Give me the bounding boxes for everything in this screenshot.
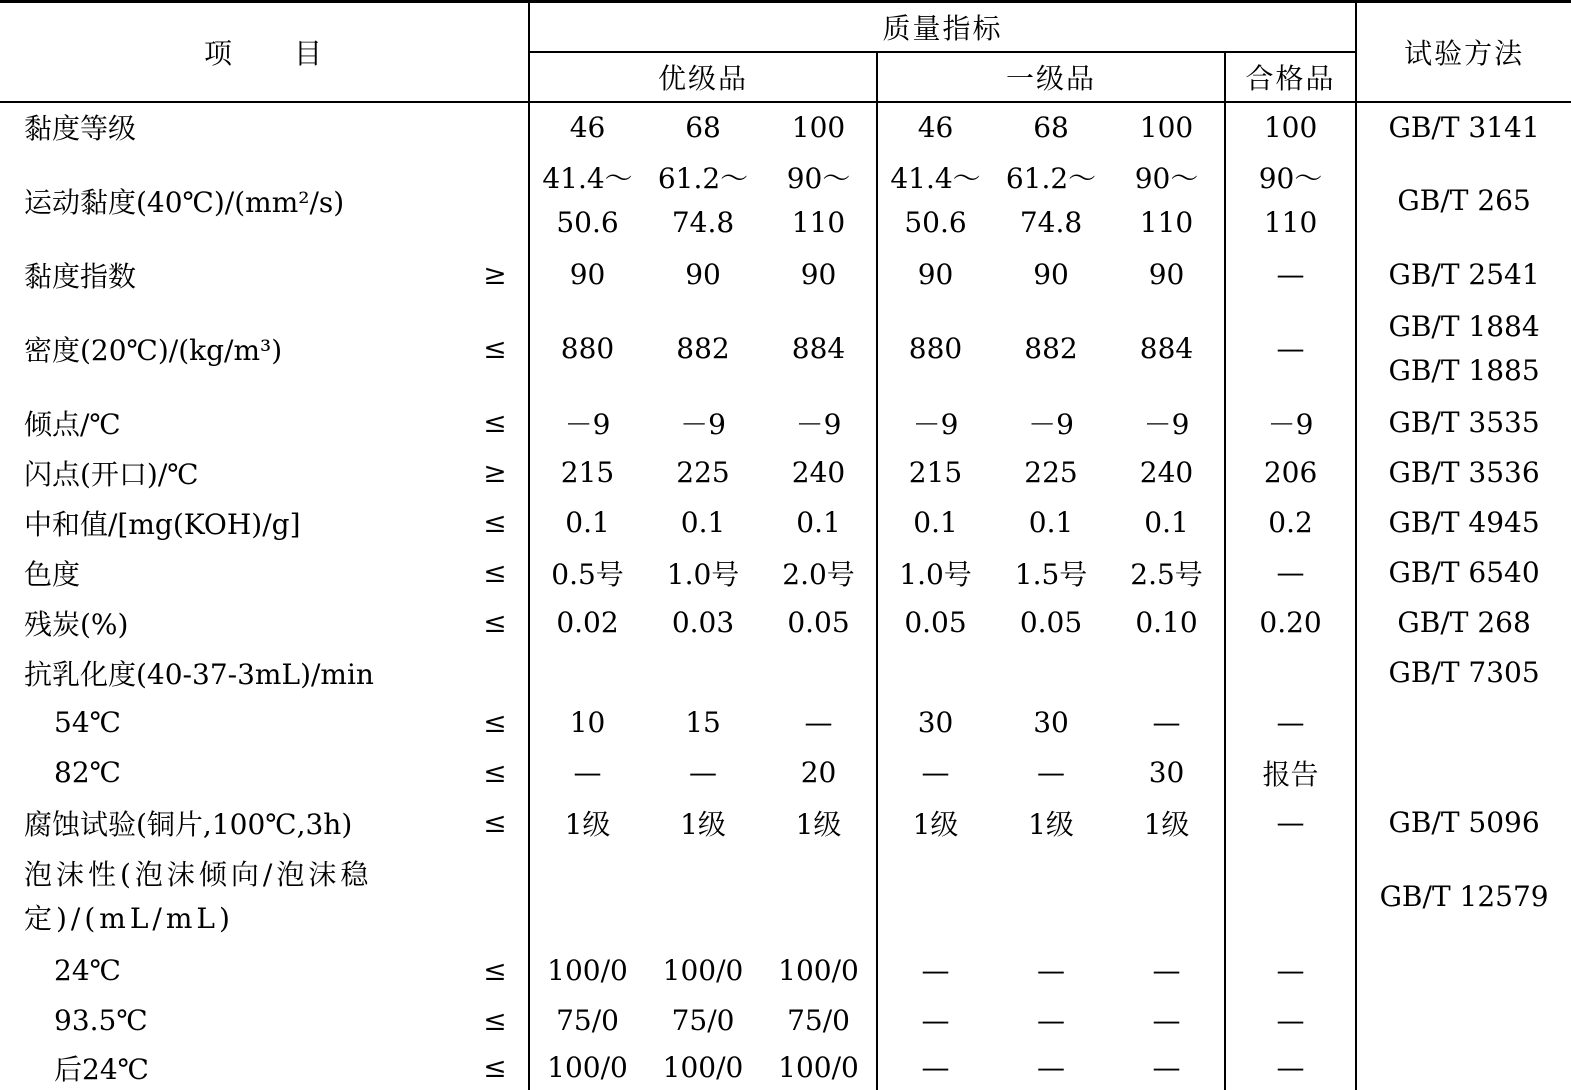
table-row [0, 698, 1571, 748]
cell-value: 90 [569, 258, 606, 291]
row-symbol: ≤ [462, 698, 529, 748]
cell-value-range-end: 110 [1263, 205, 1318, 239]
cell-value [1109, 648, 1225, 698]
header-quality-index: 质量指标 [529, 2, 1356, 52]
cell-value [529, 152, 645, 250]
cell-value: －9 [1225, 398, 1356, 448]
cell-value: 215 [908, 456, 963, 489]
cell-method [1356, 748, 1571, 798]
row-item-name: 运动黏度(40℃)/(mm²/s) [24, 185, 345, 219]
cell-value: 240 [761, 448, 877, 498]
cell-value: — [1037, 756, 1066, 789]
cell-value: — [1037, 954, 1066, 987]
cell-value: 0.10 [1109, 598, 1225, 648]
cell-value [529, 648, 645, 698]
table-row [0, 848, 1571, 946]
cell-method: GB/T 4945 [1388, 506, 1540, 539]
cell-value: 100/0 [761, 1046, 877, 1090]
cell-value: 0.2 [1225, 498, 1356, 548]
cell-method: GB/T 5096 [1388, 806, 1540, 839]
cell-value: 报告 [1225, 748, 1356, 798]
cell-value: 90 [685, 258, 721, 291]
cell-value [993, 848, 1109, 946]
table-row [0, 548, 1571, 598]
cell-value: －9 [761, 398, 877, 448]
row-symbol: ≤ [462, 1046, 529, 1090]
cell-value: 880 [560, 332, 615, 365]
cell-value: — [1225, 300, 1356, 398]
cell-value: — [921, 1004, 950, 1037]
cell-value: 1级 [680, 807, 726, 841]
cell-value [645, 648, 761, 698]
row-symbol [462, 648, 529, 698]
cell-value: 46 [917, 110, 954, 144]
cell-value: 10 [569, 706, 606, 739]
cell-value: 225 [676, 456, 730, 489]
row-item-name: 82℃ [54, 756, 121, 789]
row-symbol: ≥ [462, 250, 529, 300]
row-symbol [462, 102, 529, 152]
table-row [0, 946, 1571, 996]
cell-value: 68 [685, 110, 721, 144]
cell-value: — [1225, 946, 1356, 996]
cell-value: — [761, 698, 877, 748]
header-item: 项 目 [0, 2, 529, 102]
cell-value: －9 [680, 407, 726, 441]
table-row [0, 798, 1571, 848]
cell-value: 90 [1109, 250, 1225, 300]
cell-value: 30 [1109, 748, 1225, 798]
cell-value-range-end: 110 [1139, 205, 1194, 239]
row-symbol: ≤ [462, 946, 529, 996]
cell-value: 90 [761, 250, 877, 300]
row-symbol: ≤ [462, 300, 529, 398]
cell-value: 206 [1225, 448, 1356, 498]
row-item-name: 残炭(%) [24, 607, 129, 641]
row-symbol [462, 152, 529, 250]
table-row [0, 996, 1571, 1046]
cell-value: — [1225, 698, 1356, 748]
cell-value [1109, 848, 1225, 946]
cell-value: 30 [1033, 706, 1069, 739]
cell-value: 0.1 [680, 506, 726, 539]
cell-value: 0.05 [761, 598, 877, 648]
cell-value: — [1037, 1051, 1066, 1084]
cell-value: 30 [917, 706, 954, 739]
cell-value: 240 [1109, 448, 1225, 498]
cell-method [1356, 698, 1571, 748]
row-item-name: 24℃ [54, 954, 121, 987]
cell-value: — [1109, 946, 1225, 996]
cell-value: 0.1 [1109, 498, 1225, 548]
row-item-name: 泡沫性(泡沫倾向/泡沫稳定)/(mL/mL) [24, 857, 373, 935]
table-row [0, 648, 1571, 698]
cell-value: 68 [1033, 110, 1069, 144]
cell-value-range-start: 41.4～ [890, 161, 981, 195]
cell-value-range-start: 90～ [1134, 161, 1199, 195]
row-item-name: 抗乳化度(40-37-3mL)/min [24, 657, 374, 691]
cell-method [1356, 946, 1571, 996]
cell-value: －9 [1109, 398, 1225, 448]
cell-value: — [921, 1051, 950, 1084]
cell-value: 90 [917, 258, 954, 291]
row-item-name: 黏度指数 [24, 259, 137, 293]
cell-value: 75/0 [761, 996, 877, 1046]
cell-value [993, 152, 1109, 250]
cell-value: 884 [761, 300, 877, 398]
cell-value [1225, 848, 1356, 946]
cell-value: — [573, 756, 602, 789]
cell-value [761, 848, 877, 946]
header-grade-first: 一级品 [877, 52, 1225, 102]
row-item-name: 色度 [24, 557, 81, 591]
cell-value: 100 [1109, 102, 1225, 152]
header-grade-excellent: 优级品 [529, 52, 877, 102]
row-item-name: 后24℃ [54, 1052, 149, 1086]
table-row [0, 398, 1571, 448]
cell-value: — [1225, 548, 1356, 598]
cell-value: 2.5号 [1109, 548, 1225, 598]
cell-method: GB/T 3536 [1388, 456, 1540, 489]
table-row [0, 498, 1571, 548]
cell-value: 0.1 [1028, 506, 1074, 539]
cell-value: 100/0 [662, 1051, 744, 1084]
cell-value: 1.5号 [1014, 557, 1088, 591]
cell-value: — [1225, 996, 1356, 1046]
cell-value [761, 648, 877, 698]
cell-value-range-start: 90～ [1258, 161, 1323, 195]
row-symbol: ≤ [462, 748, 529, 798]
cell-value: 100/0 [662, 954, 744, 987]
cell-value-range-start: 61.2～ [1005, 161, 1097, 195]
cell-value: 100/0 [547, 1051, 628, 1084]
cell-value [1109, 152, 1225, 250]
cell-value: 100 [1225, 102, 1356, 152]
row-symbol: ≤ [462, 498, 529, 548]
cell-value-range-end: 50.6 [556, 205, 619, 239]
cell-value [877, 152, 993, 250]
table-row [0, 1046, 1571, 1090]
cell-value: 1.0号 [899, 557, 972, 591]
cell-value [877, 648, 993, 698]
cell-value [645, 152, 761, 250]
cell-value: 75/0 [556, 1004, 619, 1037]
row-item-name: 黏度等级 [24, 112, 137, 145]
table-row [0, 748, 1571, 798]
cell-value-range-start: 61.2～ [657, 161, 749, 195]
cell-value: — [1109, 698, 1225, 748]
cell-method [1356, 1046, 1571, 1090]
table-row [0, 250, 1571, 300]
cell-value: — [1225, 1046, 1356, 1090]
cell-value: 225 [1024, 456, 1078, 489]
method-line-2: GB/T 1885 [1388, 353, 1540, 387]
table-row [0, 448, 1571, 498]
cell-method [1356, 996, 1571, 1046]
row-item-name: 密度(20℃)/(kg/m³) [24, 333, 283, 367]
cell-value: 0.5号 [551, 557, 624, 591]
row-item-name: 腐蚀试验(铜片,100℃,3h) [24, 807, 353, 841]
cell-value: 2.0号 [761, 548, 877, 598]
cell-value: — [1225, 798, 1356, 848]
cell-value [1225, 152, 1356, 250]
method-line-1: GB/T 1884 [1388, 309, 1540, 343]
cell-value: 1级 [761, 798, 877, 848]
cell-method [1356, 300, 1571, 398]
table-row [0, 598, 1571, 648]
cell-value: 0.1 [913, 506, 958, 539]
cell-value: 100/0 [761, 946, 877, 996]
cell-value [1225, 648, 1356, 698]
cell-value: －9 [1028, 407, 1074, 441]
header-test-method: 试验方法 [1356, 2, 1571, 102]
row-symbol: ≤ [462, 548, 529, 598]
cell-value [529, 848, 645, 946]
cell-value-range-end: 50.6 [904, 205, 967, 239]
cell-value: 75/0 [671, 1004, 735, 1037]
cell-method: GB/T 12579 [1379, 880, 1549, 913]
cell-value: 90 [1033, 258, 1069, 291]
cell-value: 884 [1109, 300, 1225, 398]
cell-value-range-end: 74.8 [671, 205, 735, 239]
cell-value: 215 [560, 456, 615, 489]
row-item-name: 93.5℃ [54, 1004, 148, 1037]
row-symbol: ≤ [462, 398, 529, 448]
cell-value: 1级 [1109, 798, 1225, 848]
cell-value: — [1225, 250, 1356, 300]
cell-value: — [921, 756, 950, 789]
cell-value-range-end: 110 [791, 205, 846, 239]
cell-value: －9 [564, 407, 611, 441]
cell-value: — [1037, 1004, 1066, 1037]
cell-value: 0.1 [565, 506, 610, 539]
cell-value: 100 [761, 102, 877, 152]
row-symbol [462, 848, 529, 946]
cell-value: 882 [1024, 332, 1078, 365]
cell-value: 0.05 [1019, 606, 1083, 639]
cell-value: 1级 [912, 807, 959, 841]
cell-value: 15 [685, 706, 721, 739]
cell-method: GB/T 265 [1397, 184, 1531, 217]
cell-value: 20 [761, 748, 877, 798]
cell-value: 882 [676, 332, 730, 365]
row-symbol: ≥ [462, 448, 529, 498]
cell-value: — [1109, 996, 1225, 1046]
cell-value: — [921, 954, 950, 987]
cell-value [877, 848, 993, 946]
cell-value: 0.20 [1225, 598, 1356, 648]
row-item-name: 中和值/[mg(KOH)/g] [24, 507, 301, 541]
row-symbol: ≤ [462, 996, 529, 1046]
cell-value-range-start: 41.4～ [542, 161, 633, 195]
cell-value: 880 [908, 332, 963, 365]
cell-value: — [1109, 1046, 1225, 1090]
cell-value: — [689, 756, 718, 789]
row-item-name: 倾点/℃ [24, 407, 121, 441]
cell-value-range-start: 90～ [786, 161, 851, 195]
row-item-name: 闪点(开口)/℃ [24, 457, 199, 491]
cell-value-range-end: 74.8 [1019, 205, 1083, 239]
row-item-name: 54℃ [54, 706, 121, 739]
table-row [0, 152, 1571, 250]
cell-method: GB/T 3535 [1388, 406, 1540, 439]
row-symbol: ≤ [462, 798, 529, 848]
cell-value [761, 152, 877, 250]
cell-value: －9 [912, 407, 959, 441]
cell-value: 100/0 [547, 954, 628, 987]
cell-value: 0.1 [761, 498, 877, 548]
cell-value [993, 648, 1109, 698]
cell-value: 46 [569, 110, 606, 144]
cell-value: 1级 [1028, 807, 1074, 841]
cell-method: GB/T 268 [1397, 606, 1531, 639]
row-symbol: ≤ [462, 598, 529, 648]
cell-value: 0.03 [671, 606, 735, 639]
cell-value: 1级 [564, 807, 611, 841]
table-row [0, 300, 1571, 398]
cell-method: GB/T 3141 [1388, 110, 1540, 144]
cell-method: GB/T 6540 [1388, 556, 1540, 589]
table-row [0, 102, 1571, 152]
cell-method: GB/T 2541 [1388, 258, 1540, 291]
cell-value: 1.0号 [666, 557, 740, 591]
cell-value [645, 848, 761, 946]
cell-value: 0.05 [904, 606, 967, 639]
cell-method: GB/T 7305 [1388, 656, 1540, 689]
cell-value: 0.02 [556, 606, 619, 639]
header-grade-qualified: 合格品 [1225, 52, 1356, 102]
